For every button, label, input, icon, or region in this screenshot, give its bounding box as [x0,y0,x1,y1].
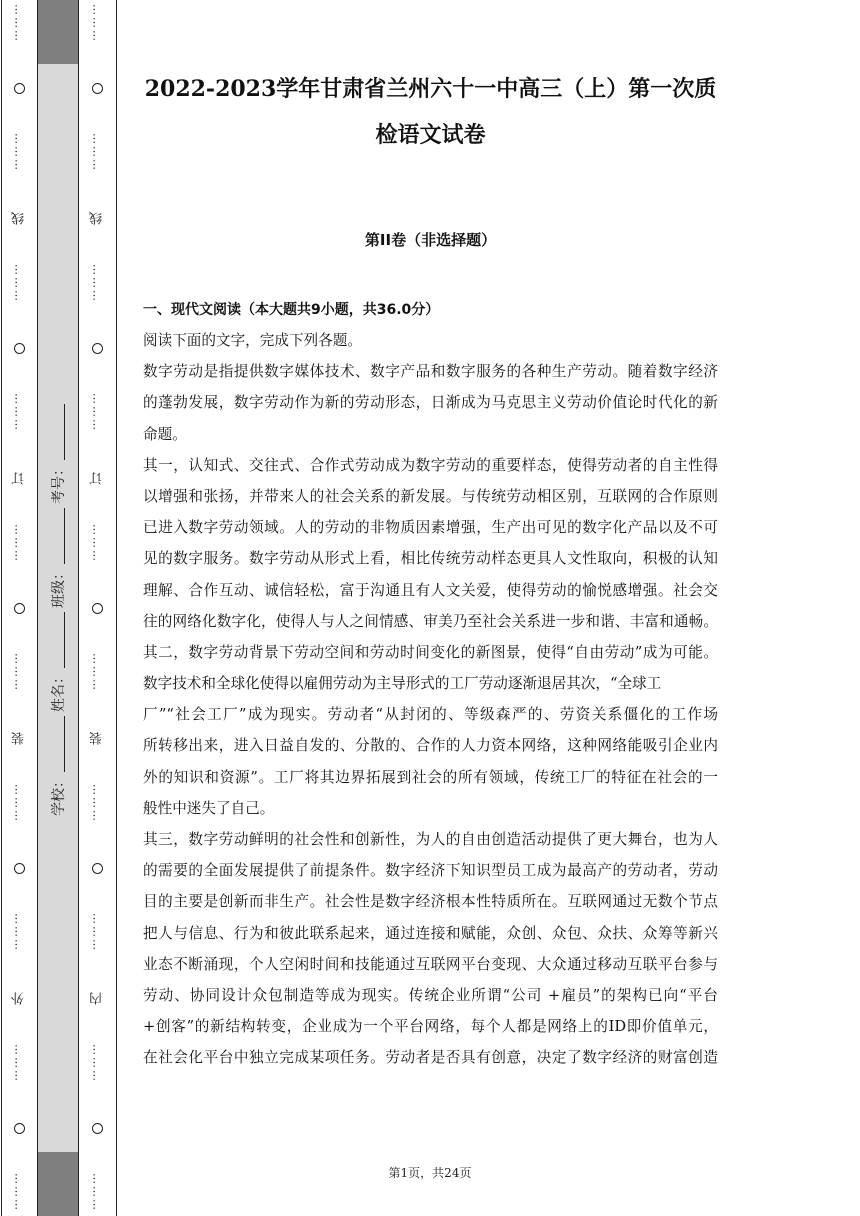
passage-line: 业态不断涌现，个人空闲时间和技能通过互联网平台变现、大众通过移动互联平台参与 [143,955,718,973]
passage-line: 在社会化平台中独立完成某项任务。劳动者是否具有创意，决定了数字经济的财富创造 [143,1049,718,1067]
outer-order-word: 订 [11,471,27,485]
binding-hole-icon [92,863,103,874]
binding-hole-icon [14,343,25,354]
passage-line: 数字劳动是指提供数字媒体技术、数字产品和数字服务的各种生产劳动。随着数字经济 [143,363,718,381]
school-label: 学校： [51,774,67,816]
passage-line: 把人与信息、行为和彼此联系起来，通过连接和赋能，众创、众包、众扶、众筹等新兴 [143,924,718,942]
part-title: 一、现代文阅读（本大题共9小题，共36.0分） [143,302,440,318]
binding-border-right [116,0,117,1216]
passage-line: 其二，数字劳动背景下劳动空间和劳动时间变化的新图景，使得“自由劳动”成为可能。 [143,643,718,661]
passage-line: 劳动、协同设计众包制造等成为现实。传统企业所谓“公司 +雇员”的架构已向“平台 [143,986,718,1004]
student-info-block [38,390,78,830]
exam-number-field[interactable] [48,404,68,504]
name-field[interactable] [48,612,68,712]
outer-outside-word: 外 [11,991,27,1005]
outer-cut-line: ……… ……… 线 ……… ……… 订 ……… ……… 装 ……… ……… 外 ……… ……… [11,4,27,1212]
passage-line: 见的数字服务。数字劳动从形式上看，相比传统劳动样态更具人文性取向，积极的认知 [143,550,718,568]
reading-passage [143,325,718,1074]
document-title-line1: 2022-2023学年甘肃省兰州六十一中高三（上）第一次质 [144,76,717,102]
school-field[interactable] [48,716,68,816]
binding-hole-icon [14,1123,25,1134]
outer-line-word: 线 [11,211,27,225]
passage-line: 以增强和张扬，并带来人的社会关系的新发展。与传统劳动相区别，互联网的合作原则 [143,487,718,505]
passage-line: 厂”“社会工厂”成为现实。劳动者“从封闭的、等级森严的、劳资关系僵化的工作场 [143,706,718,724]
passage-line: 般性中迷失了自己。 [143,799,275,817]
passage-line: 阅读下面的文字，完成下列各题。 [143,332,362,349]
passage-line: 所转移出来，进入日益自发的、分散的、合作的人力资本网络，这种网络能吸引企业内 [143,737,718,755]
passage-line: 理解、合作互动、诚信轻松，富于沟通且有人文关爱，使得劳动的愉悦感增强。社会交 [143,581,718,599]
section-title: 第II卷（非选择题） [364,231,497,249]
inner-cut-line: ……… ……… 线 ……… ……… 订 ……… ……… 装 ……… ……… 内 ……… ……… [89,4,105,1212]
page-footer: 第1页，共24页 [388,1166,472,1180]
binding-dark-top [38,0,78,64]
passage-line: 的蓬勃发展，数字劳动作为新的劳动形态，日渐成为马克思主义劳动价值论时代化的新 [143,394,718,412]
name-label: 姓名： [51,670,67,712]
binding-hole-icon [14,863,25,874]
binding-hole-icon [92,1123,103,1134]
passage-line: 命题。 [143,425,187,443]
passage-line: 目的主要是创新而非生产。社会性是数字经济根本性特质所在。互联网通过无数个节点 [143,893,718,911]
passage-line: 的需要的全面发展提供了前提条件。数字经济下知识型员工成为最高产的劳动者，劳动 [143,862,718,880]
exam-number-label: 考号： [51,462,67,504]
passage-line: 其三，数字劳动鲜明的社会性和创新性，为人的自由创造活动提供了更大舞台，也为人 [143,831,718,848]
document-title-line2: 检语文试卷 [375,122,486,148]
inner-bind-word: 装 [89,731,105,745]
binding-dark-bottom [38,1152,78,1216]
passage-line: 已进入数字劳动领域。人的劳动的非物质因素增强，生产出可见的数字化产品以及不可 [143,519,718,537]
binding-hole-icon [14,83,25,94]
binding-hole-icon [92,343,103,354]
passage-line: 数字技术和全球化使得以雇佣劳动为主导形式的工厂劳动逐渐退居其次，“全球工 [143,675,662,693]
binding-hole-icon [92,603,103,614]
class-label: 班级： [51,566,67,608]
binding-hole-icon [14,603,25,614]
passage-line: 往的网络化数字化，使得人与人之间情感、审美乃至社会关系进一步和谐、丰富和通畅。 [143,612,718,630]
binding-border-left [1,0,2,1216]
passage-line: +创客”的新结构转变，企业成为一个平台网络，每个人都是网络上的ID即价值单元， [143,1018,718,1036]
outer-bind-word: 装 [11,731,27,745]
inner-inside-word: 内 [89,991,105,1005]
class-field[interactable] [48,508,68,608]
inner-line-word: 线 [89,211,105,225]
passage-line: 外的知识和资源”。工厂将其边界拓展到社会的所有领域，传统工厂的特征在社会的一 [143,768,718,786]
binding-margin [0,0,120,1216]
binding-border-inner [78,0,79,1216]
binding-hole-icon [92,83,103,94]
inner-order-word: 订 [89,471,105,485]
passage-line: 其一，认知式、交往式、合作式劳动成为数字劳动的重要样态，使得劳动者的自主性得 [143,456,718,474]
